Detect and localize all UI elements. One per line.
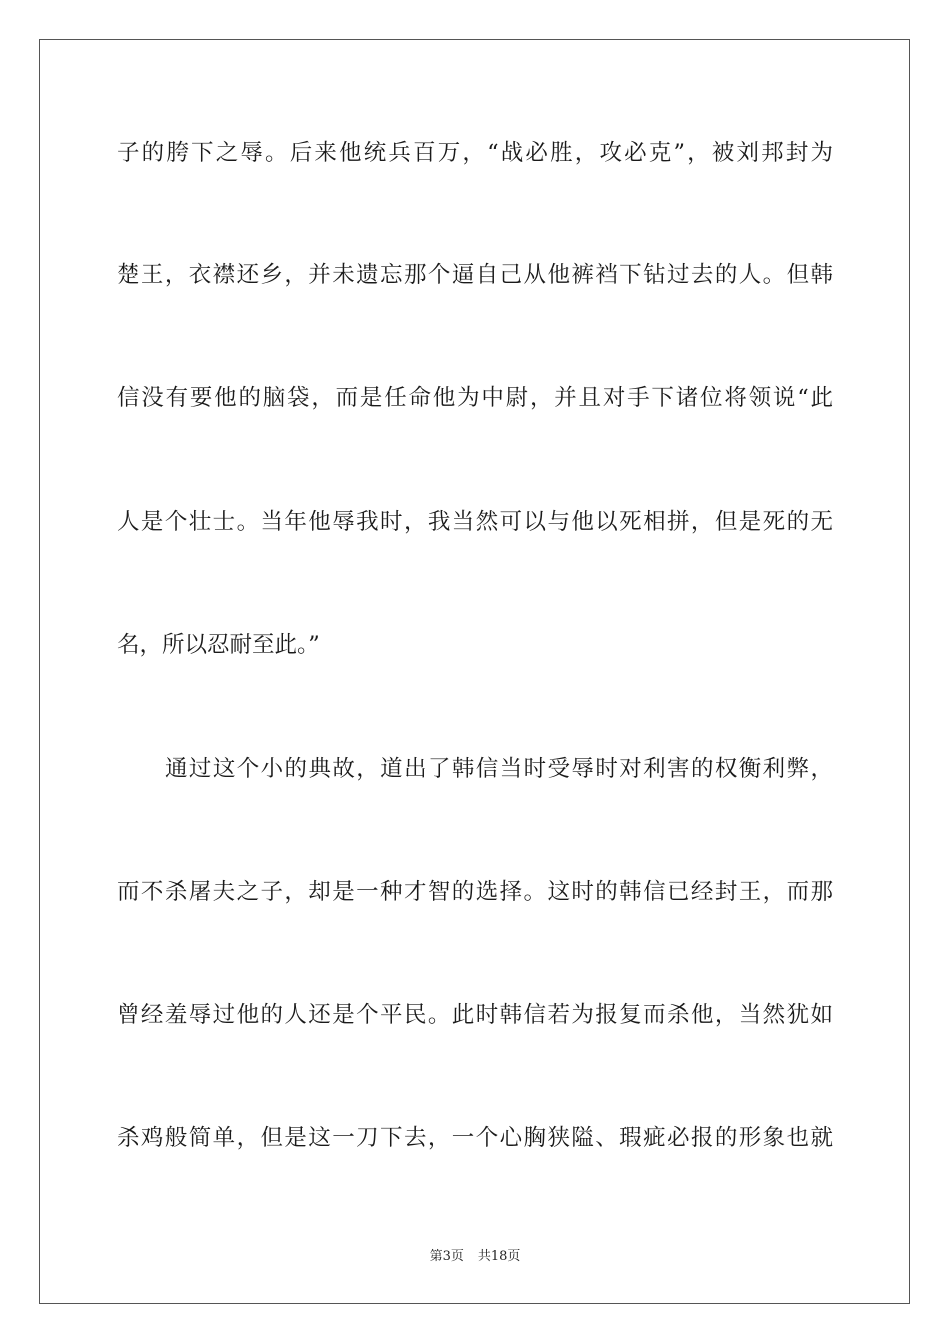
page-number: 第3页	[429, 1249, 464, 1264]
text-line: 曾经羞辱过他的人还是个平民。此时韩信若为报复而杀他，当然犹如	[117, 1002, 833, 1028]
paragraph-first-line: 通过这个小的典故，道出了韩信当时受辱时对利害的权衡利弊，	[165, 756, 833, 782]
page-total: 共18页	[477, 1249, 521, 1264]
text-line: 楚王，衣襟还乡，并未遗忘那个逼自己从他裤裆下钻过去的人。但韩	[117, 262, 833, 288]
page-footer	[0, 1249, 950, 1265]
text-line: 杀鸡般简单，但是这一刀下去，一个心胸狭隘、瑕疵必报的形象也就	[117, 1125, 833, 1151]
page-border	[39, 39, 910, 1304]
text-line: 信没有要他的脑袋，而是任命他为中尉，并且对手下诸位将领说“此	[117, 385, 833, 411]
text-line: 子的胯下之辱。后来他统兵百万，“战必胜，攻必克”，被刘邦封为	[117, 140, 833, 166]
text-line: 人是个壮士。当年他辱我时，我当然可以与他以死相拼，但是死的无	[117, 509, 833, 535]
text-line: 名，所以忍耐至此。”	[117, 632, 320, 658]
text-line: 而不杀屠夫之子，却是一种才智的选择。这时的韩信已经封王，而那	[117, 879, 833, 905]
